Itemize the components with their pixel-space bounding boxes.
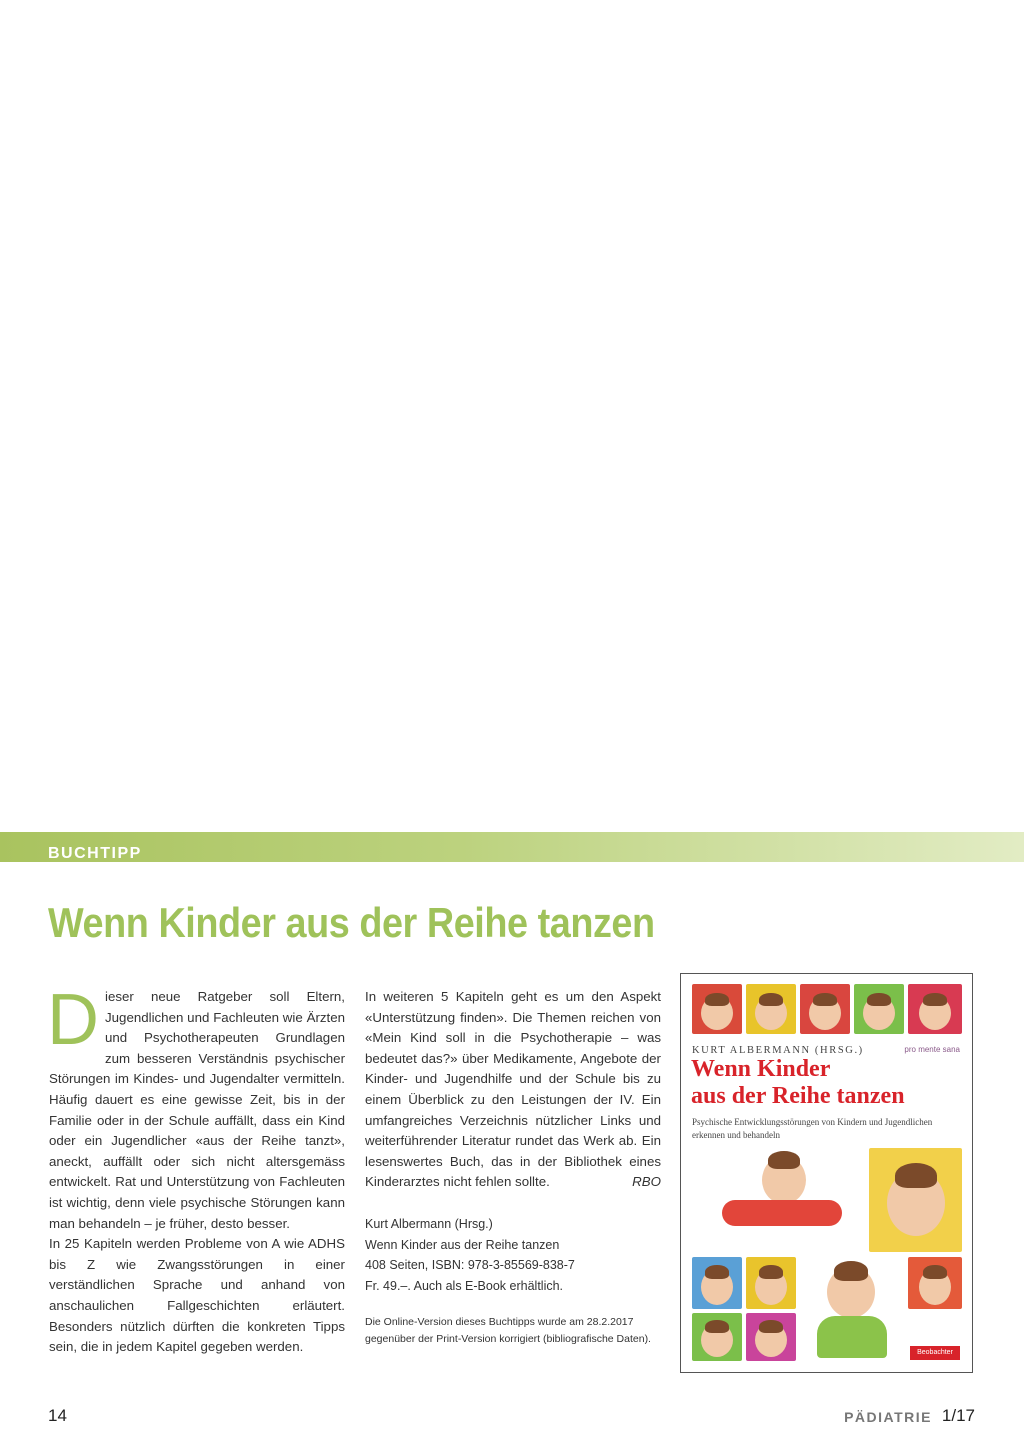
cover-photo-child-lying (692, 1152, 862, 1236)
cover-photo-tile (746, 984, 796, 1034)
paragraph-intro (47, 980, 345, 1234)
section-label: BUCHTIPP (48, 845, 142, 862)
cover-title-line-2: aus der Reihe tanzen (691, 1083, 905, 1109)
page-number: 14 (48, 1406, 67, 1425)
paragraph-intro-text: ieser neue Ratgeber soll Eltern, Jugendlichen und Fachleuten wie Ärzten und Psychotherapeuten Grundlagen zum besseren Verständnis psychischer Störungen im Kindes- und Jugendalter vermitteln. Häufig dauert es eine gewisse Zeit, bis in der Familie oder in der Schule auffällt, dass ein Kind oder ein Jugendlicher «aus der Reihe tanzt», aneckt, auffällt oder sich nicht altersgemäss entwickelt. Rat und Unterstützung von Fachleuten ist wichtig, denn viele psychische Störungen kann man behandeln – je früher, desto besser. (49, 989, 345, 1231)
correction-note: Die Online-Version dieses Buchtipps wurde am 28.2.2017 gegenüber der Print-Version korrigiert (bibliografische Daten). (365, 1316, 651, 1346)
cover-photo-tile (746, 1313, 796, 1361)
cover-publisher-mark: pro mente sana (904, 1045, 960, 1054)
biblio-price: Fr. 49.–. Auch als E-Book erhältlich. (365, 1278, 564, 1293)
article-headline: Wenn Kinder aus der Reihe tanzen (48, 899, 655, 946)
cover-title-line-1: Wenn Kinder (691, 1056, 831, 1082)
bibliography (365, 1214, 661, 1296)
book-cover (680, 973, 973, 1373)
cover-photo-tile (854, 984, 904, 1034)
cover-photo-tile (800, 984, 850, 1034)
biblio-title: Wenn Kinder aus der Reihe tanzen (365, 1237, 560, 1252)
cover-photo-tile (692, 984, 742, 1034)
cover-photo-tile (692, 1313, 742, 1361)
paragraph-chapters: In 25 Kapiteln werden Probleme von A wie ADHS bis Z wie Zwangsstörungen in einer verständlichen Sprache und anhand von anschaulichen Fallgeschichten erläutert. Besonders nützlich dürften die konkreten Tipps sein, die in jedem Kapitel gegeben werden. (49, 1236, 345, 1355)
biblio-pages-isbn: 408 Seiten, ISBN: 978-3-85569-838-7 (365, 1258, 575, 1273)
cover-title (691, 1056, 966, 1110)
issue-number: 1/17 (941, 1406, 975, 1425)
biblio-author: Kurt Albermann (Hrsg.) (365, 1216, 493, 1231)
magazine-name: PÄDIATRIE (844, 1409, 932, 1425)
dropcap: D (47, 980, 99, 1060)
cover-photo-tile (869, 1148, 962, 1252)
cover-photo-tile (692, 1257, 742, 1309)
cover-publisher-logo: Beobachter (910, 1346, 960, 1360)
article-column-2 (365, 987, 661, 1348)
paragraph-support (365, 987, 661, 1193)
paragraph-support-text: In weiteren 5 Kapiteln geht es um den Aspekt «Unterstützung finden». Die Themen reichen von «Mein Kind soll in die Psychotherapie – was bedeutet das?» über Medikamente, Angebote der Kinder- und Jugendhilfe und der Schule bis zu einem Überblick zu den Leistungen der IV. Ein umfangreiches Verzeichnis nützlicher Links und weiterführender Literatur rundet das Werk ab. Ein lesenswertes Buch, das in der Bibliothek eines Kinderarztes nicht fehlen sollte. (365, 989, 661, 1190)
cover-photo-tile (746, 1257, 796, 1309)
author-signature: RBO (632, 1174, 661, 1190)
cover-photo-child-glasses (805, 1258, 897, 1360)
article-column-1 (47, 980, 345, 1358)
cover-author: KURT ALBERMANN (HRSG.) (692, 1045, 864, 1056)
cover-photo-tile (908, 1257, 962, 1309)
section-band (0, 832, 1024, 862)
cover-photo-tile (908, 984, 962, 1034)
cover-subtitle: Psychische Entwicklungsstörungen von Kindern und Jugendlichen erkennen und behandeln (692, 1117, 933, 1140)
